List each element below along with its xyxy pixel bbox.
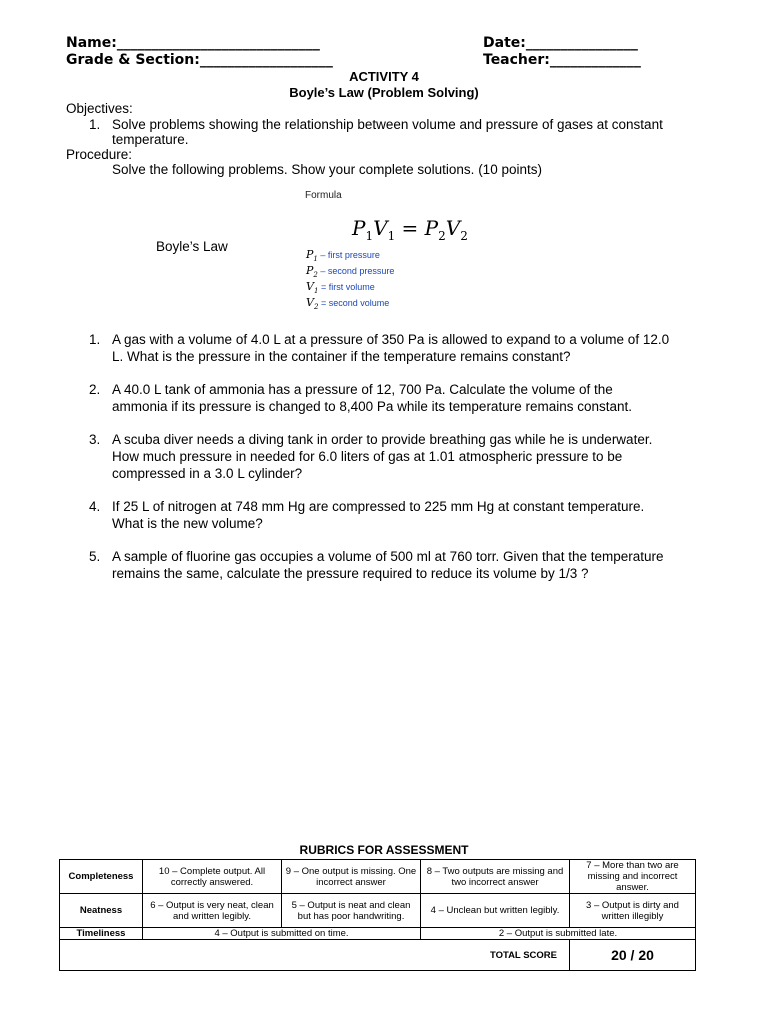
objective-text-line2: temperature. xyxy=(112,132,189,147)
rubric-cell: 10 – Complete output. All correctly answered. xyxy=(143,860,282,894)
problem-item: 1. A gas with a volume of 4.0 L at a pressure of 350 Pa is allowed to expand to a volume of 12.0 L. What is the pressure in the container if the temperature remains constant? xyxy=(89,332,670,364)
rubric-cell: 3 – Output is dirty and written illegibly xyxy=(570,894,696,928)
rubric-row-timeliness xyxy=(60,928,696,940)
problem-item: 4. If 25 L of nitrogen at 748 mm Hg are compressed to 225 mm Hg at constant temperature. What is the new volume? xyxy=(89,499,645,531)
criterion-timeliness: Timeliness xyxy=(60,928,143,940)
rubrics-table xyxy=(59,859,696,971)
boyles-law-label: Boyle’s Law xyxy=(156,239,228,254)
rubric-cell: 6 – Output is very neat, clean and written legibly. xyxy=(143,894,282,928)
activity-title: ACTIVITY 4 xyxy=(349,69,419,84)
rubric-cell: 2 – Output is submitted late. xyxy=(421,928,696,940)
objective-text-line1: Solve problems showing the relationship between volume and pressure of gases at constant xyxy=(112,117,663,132)
rubric-cell: 9 – One output is missing. One incorrect answer xyxy=(282,860,421,894)
boyles-law-equation: $P_1V_1 = P_2V_2$ xyxy=(352,216,468,243)
variable-v2: $V_2$ = second volume xyxy=(306,296,390,312)
objectives-label: Objectives: xyxy=(66,101,133,116)
date-field: Date:________________ xyxy=(483,35,638,51)
rubric-cell: 4 – Output is submitted on time. xyxy=(143,928,421,940)
formula-label: Formula xyxy=(305,190,342,201)
activity-subtitle: Boyle’s Law (Problem Solving) xyxy=(289,85,479,100)
objective-number: 1. xyxy=(89,117,101,132)
teacher-field: Teacher:_____________ xyxy=(483,52,641,68)
variable-v1: $V_1$ = first volume xyxy=(306,280,375,296)
variable-p2: $P_2$ – second pressure xyxy=(306,264,395,280)
rubric-row-neatness xyxy=(60,894,696,928)
procedure-text: Solve the following problems. Show your complete solutions. (10 points) xyxy=(112,162,542,177)
total-score-row xyxy=(60,940,696,971)
total-score-label: TOTAL SCORE xyxy=(60,940,570,971)
problem-item: 3. A scuba diver needs a diving tank in order to provide breathing gas while he is underwater. How much pressure in needed for 6.0 liters of gas at 1.01 atmospheric pressure to be compressed in a 3.0 L cylinder? xyxy=(89,432,653,481)
rubric-cell: 4 – Unclean but written legibly. xyxy=(421,894,570,928)
criterion-neatness: Neatness xyxy=(60,894,143,928)
problem-item: 5. A sample of fluorine gas occupies a volume of 500 ml at 760 torr. Given that the temperature remains the same, calculate the pressure required to reduce its volume by 1/3 ? xyxy=(89,549,664,581)
rubric-cell: 7 – More than two are missing and incorrect answer. xyxy=(570,860,696,894)
rubric-cell: 8 – Two outputs are missing and two incorrect answer xyxy=(421,860,570,894)
procedure-label: Procedure: xyxy=(66,147,133,162)
rubric-row-completeness xyxy=(60,860,696,894)
rubric-cell: 5 – Output is neat and clean but has poor handwriting. xyxy=(282,894,421,928)
criterion-completeness: Completeness xyxy=(60,860,143,894)
name-field: Name:_____________________________ xyxy=(66,35,320,51)
problem-item: 2. A 40.0 L tank of ammonia has a pressure of 12, 700 Pa. Calculate the volume of the ammonia if its pressure is changed to 8,400 Pa while its temperature remains constant. xyxy=(89,382,633,414)
total-score-value: 20 / 20 xyxy=(570,940,696,971)
rubrics-title: RUBRICS FOR ASSESSMENT xyxy=(299,843,469,857)
variable-p1: $P_1$ – first pressure xyxy=(306,248,380,264)
grade-section-field: Grade & Section:___________________ xyxy=(66,52,333,68)
